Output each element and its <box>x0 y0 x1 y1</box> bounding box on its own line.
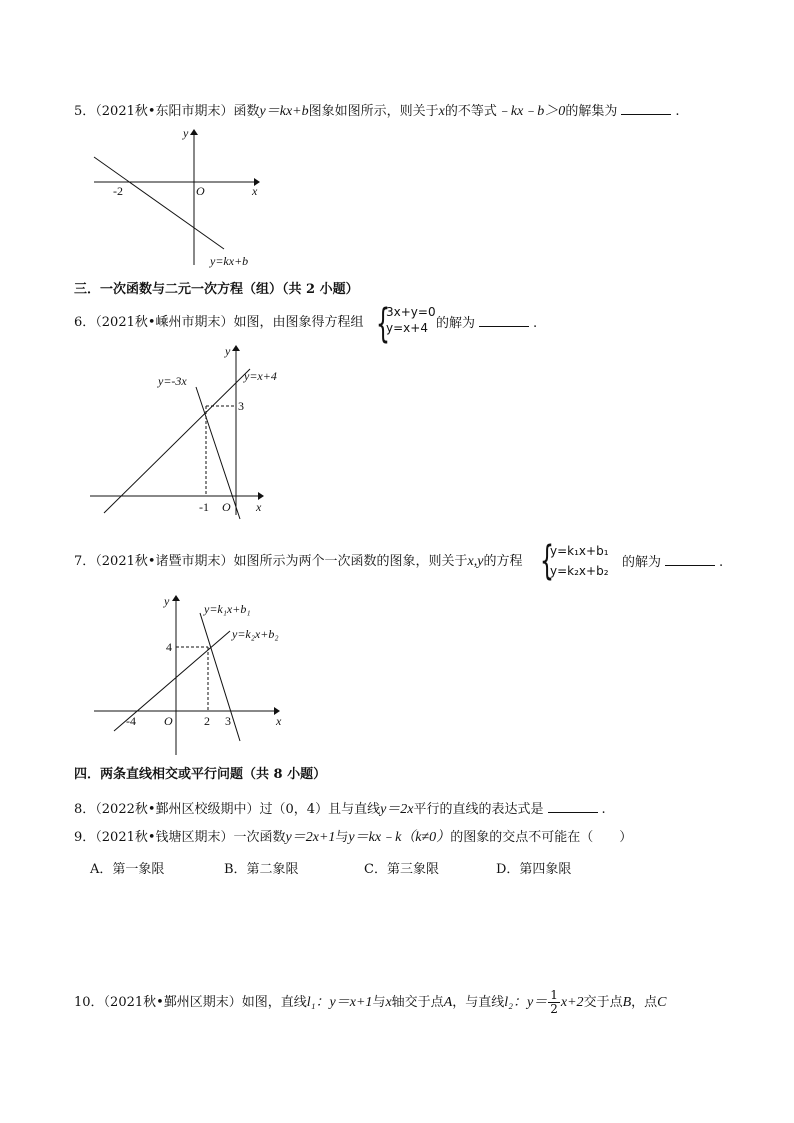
q5-var: x <box>438 104 445 119</box>
q7-text-b <box>622 553 723 572</box>
q10-frac-den: 2 <box>550 1002 558 1016</box>
q6-line1-label: y=-3x <box>158 374 187 388</box>
q6-graph <box>88 343 288 518</box>
q8-end: . <box>601 802 606 817</box>
q5-mid: 图象如图所示，则关于 <box>308 104 439 119</box>
q7-graph <box>90 593 300 758</box>
q6-eq2: y=x+4 <box>386 321 428 335</box>
q10-xaxis: x <box>385 995 392 1010</box>
q9-option-b[interactable]: B．第二象限 <box>224 862 299 877</box>
q6-system <box>386 304 436 336</box>
q7-mid: 的方程 <box>483 554 523 569</box>
q7-suffix: 的解为 <box>622 555 662 570</box>
q7-eq1: y=k₁x+b₁ <box>550 544 609 558</box>
q9-option-a[interactable]: A．第一象限 <box>90 862 165 877</box>
q10-prefix: 10．（2021秋•鄞州区期末）如图，直线 <box>74 995 307 1010</box>
q8-answer-blank[interactable] <box>548 800 598 813</box>
q5-ineq: ﹣kx﹣b＞0 <box>496 104 566 119</box>
q10-mid2: 轴交于点 <box>391 995 444 1010</box>
q5-suffix: 的解集为 <box>565 104 618 119</box>
q7-tick-x-2: 2 <box>204 714 210 728</box>
q10-point-b: B <box>622 995 632 1010</box>
q6-text-a <box>74 314 364 332</box>
q9-and: 与 <box>335 830 349 845</box>
q5-answer-blank[interactable] <box>621 102 671 115</box>
q7-y-label: y <box>164 594 170 608</box>
q7-line1-label: y=k₁x+b₁ <box>204 602 251 616</box>
q10-point-c: C <box>657 995 667 1010</box>
q5-func: y＝kx+b <box>259 104 309 119</box>
q9-option-d[interactable]: D．第四象限 <box>496 862 572 877</box>
q8-suffix: 平行的直线的表达式是 <box>413 802 544 817</box>
q10-l2a: l₂：y＝ <box>504 995 548 1010</box>
q6-y-arrow <box>232 345 240 351</box>
q5-graph <box>88 125 288 275</box>
q5-origin-label: O <box>196 184 205 198</box>
q6-suffix: 的解为 <box>436 316 476 331</box>
q7-eq2: y=k₂x+b₂ <box>550 564 609 578</box>
q6-x-arrow <box>258 492 264 500</box>
section-3-title: 三．一次函数与二元一次方程（组）（共 2 小题） <box>74 282 359 297</box>
q7-answer-blank[interactable] <box>665 553 715 566</box>
q6-answer-blank[interactable] <box>479 314 529 327</box>
q6-line2-label: y=x+4 <box>244 369 277 383</box>
q5-function-line <box>94 157 224 249</box>
q9-option-c[interactable]: C．第三象限 <box>364 862 439 877</box>
q6-line-y-x-plus-4 <box>104 369 250 513</box>
q6-y-label: y <box>225 344 231 358</box>
q7-tick-x-3: 3 <box>225 714 231 728</box>
q6-prefix: 6．（2021秋•嵊州市期末）如图，由图象得方程组 <box>74 315 364 330</box>
q6-end: . <box>533 316 538 331</box>
q6-brace: { <box>376 301 390 347</box>
q6-text-b <box>436 314 537 333</box>
q5-line-label: y=kx+b <box>210 254 249 268</box>
q8-prefix: 8．（2022秋•鄞州区校级期中）过（0，4）且与直线 <box>74 802 381 817</box>
q10-mid5: ，点 <box>631 995 658 1010</box>
q5-y-arrow <box>190 129 198 135</box>
q7-text-a <box>74 553 522 571</box>
q6-tick-y-3: 3 <box>238 399 244 413</box>
q9-f2: y＝kx﹣k（k≠0） <box>348 830 451 845</box>
q5-prefix: 5．（2021秋•东阳市期末）函数 <box>74 104 260 119</box>
q9-prefix: 9．（2021秋•钱塘区期末）一次函数 <box>74 830 286 845</box>
section-4-title: 四．两条直线相交或平行问题（共 8 小题） <box>74 767 327 782</box>
q7-origin-label: O <box>164 714 173 728</box>
q9-f1: y＝2x+1 <box>285 830 336 845</box>
q8-text <box>74 800 606 819</box>
q7-x-label: x <box>276 714 282 728</box>
q7-tick-y-4: 4 <box>166 640 172 654</box>
q6-eq1: 3x+y=0 <box>386 305 436 319</box>
q5-mid2: 的不等式 <box>444 104 497 119</box>
q7-vars: x,y <box>467 554 484 569</box>
q6-x-label: x <box>256 500 262 514</box>
q6-origin-label: O <box>222 500 231 514</box>
q10-fraction <box>548 989 560 1016</box>
q9-suffix: 的图象的交点不可能在（ ） <box>450 830 633 845</box>
q5-x-label: x <box>252 184 258 198</box>
q6-tick-x-minus1: -1 <box>199 500 209 514</box>
q5-y-label: y <box>183 126 189 140</box>
q10-mid3: ，与直线 <box>452 995 505 1010</box>
q7-y-arrow <box>172 595 180 601</box>
q7-tick-x-minus4: -4 <box>126 714 136 728</box>
q7-brace: { <box>540 538 554 584</box>
q10-point-a: A <box>443 995 453 1010</box>
q10-mid1: 与 <box>372 995 386 1010</box>
q10-l2b: x+2 <box>560 995 584 1010</box>
q5-text <box>74 102 679 121</box>
q7-line2-label: y=k₂x+b₂ <box>232 627 279 641</box>
q5-tick-minus2: -2 <box>113 184 123 198</box>
q7-end: . <box>719 555 724 570</box>
q10-mid4: 交于点 <box>583 995 623 1010</box>
q10-frac-num: 1 <box>550 988 558 1002</box>
q10-text <box>74 988 667 1018</box>
q7-system <box>550 541 609 581</box>
q5-end: . <box>675 104 680 119</box>
q9-text <box>74 829 632 847</box>
q8-line: y＝2x <box>380 802 414 817</box>
q7-prefix: 7．（2021秋•诸暨市期末）如图所示为两个一次函数的图象，则关于 <box>74 554 468 569</box>
q10-l1: l₁：y＝x+1 <box>306 995 373 1010</box>
